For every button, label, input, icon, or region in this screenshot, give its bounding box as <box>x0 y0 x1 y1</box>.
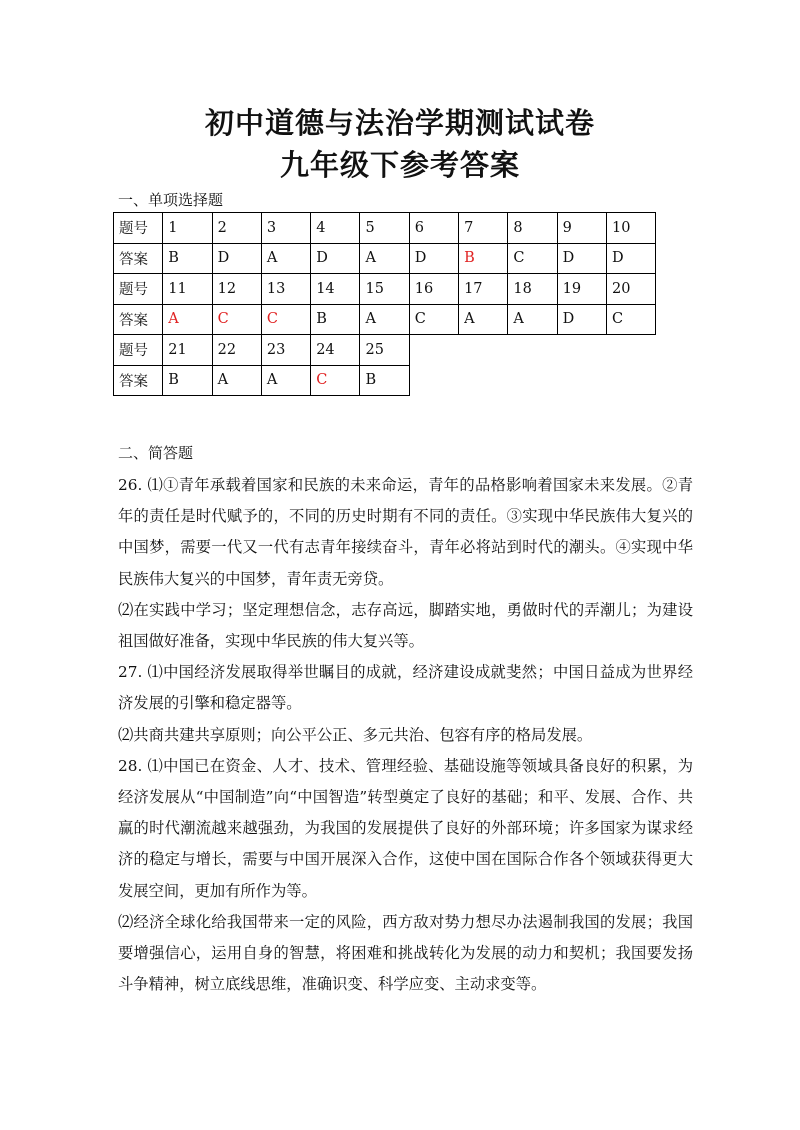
answer-table <box>113 212 656 396</box>
short-answer-body <box>118 470 693 1000</box>
question-number-cell: 2 <box>212 213 261 244</box>
answer-cell: C <box>508 243 557 274</box>
section-heading-short-answer: 二、简答题 <box>118 444 194 462</box>
row-label: 题号 <box>114 274 163 305</box>
page-title: 初中道德与法治学期测试试卷 <box>204 106 595 140</box>
question-number-cell: 3 <box>261 213 310 244</box>
section-heading-multiple-choice: 一、单项选择题 <box>118 191 224 209</box>
question-number-cell: 5 <box>360 213 409 244</box>
answer-paragraph: 28. ⑴中国已在资金、人才、技术、管理经验、基础设施等领域具备良好的积累，为经济发展从“中国制造”向“中国智造”转型奠定了良好的基础；和平、发展、合作、共赢的时代潮流越来越强劲，为我国的发展提供了良好的外部环境；许多国家为谋求经济的稳定与增长，需要与中国开展深入合作，这使中国在国际合作各个领域获得更大发展空间，更加有所作为等。 <box>118 756 693 900</box>
row-label: 题号 <box>114 335 163 366</box>
question-number-cell: 23 <box>261 335 310 366</box>
answer-cell: B <box>360 365 409 396</box>
answer-cell: D <box>606 243 655 274</box>
table-row-answers <box>114 365 656 396</box>
table-row-question-numbers <box>114 274 656 305</box>
question-number-cell: 19 <box>557 274 606 305</box>
question-number-cell: 18 <box>508 274 557 305</box>
answer-cell: A <box>360 304 409 335</box>
question-number-cell: 15 <box>360 274 409 305</box>
question-number-cell: 1 <box>163 213 212 244</box>
question-number-cell: 6 <box>409 213 458 244</box>
answer-cell: D <box>557 304 606 335</box>
empty-cell <box>409 365 458 396</box>
question-number-cell: 13 <box>261 274 310 305</box>
answer-paragraph: 26. ⑴①青年承载着国家和民族的未来命运，青年的品格影响着国家未来发展。②青年的责任是时代赋予的，不同的历史时期有不同的责任。③实现中华民族伟大复兴的中国梦，需要一代又一代有志青年接续奋斗，青年必将站到时代的潮头。④实现中华民族伟大复兴的中国梦，青年责无旁贷。 <box>118 476 693 588</box>
empty-cell <box>606 335 655 366</box>
answer-cell: C <box>212 304 261 335</box>
row-label: 答案 <box>114 365 163 396</box>
question-number-cell: 17 <box>459 274 508 305</box>
answer-cell: B <box>459 243 508 274</box>
answer-cell: D <box>212 243 261 274</box>
question-number-cell: 12 <box>212 274 261 305</box>
answer-cell: D <box>409 243 458 274</box>
empty-cell <box>557 335 606 366</box>
question-number-cell: 11 <box>163 274 212 305</box>
empty-cell <box>508 335 557 366</box>
question-number-cell: 8 <box>508 213 557 244</box>
empty-cell <box>459 335 508 366</box>
answer-cell: B <box>311 304 360 335</box>
answer-cell: A <box>261 243 310 274</box>
question-number-cell: 22 <box>212 335 261 366</box>
row-label: 题号 <box>114 213 163 244</box>
row-label: 答案 <box>114 243 163 274</box>
answer-cell: C <box>261 304 310 335</box>
answer-cell: A <box>508 304 557 335</box>
question-number-cell: 21 <box>163 335 212 366</box>
empty-cell <box>508 365 557 396</box>
question-number-cell: 7 <box>459 213 508 244</box>
question-number-cell: 14 <box>311 274 360 305</box>
answer-paragraph: ⑵共商共建共享原则；向公平公正、多元共治、包容有序的格局发展。 <box>118 725 593 744</box>
question-number-cell: 9 <box>557 213 606 244</box>
answer-paragraph: ⑵经济全球化给我国带来一定的风险，西方敌对势力想尽办法遏制我国的发展；我国要增强信心，运用自身的智慧，将困难和挑战转化为发展的动力和契机；我国要发扬斗争精神，树立底线思维，准确识变、科学应变、主动求变等。 <box>118 912 693 994</box>
answer-cell: C <box>311 365 360 396</box>
answer-cell: A <box>261 365 310 396</box>
answer-cell: D <box>557 243 606 274</box>
empty-cell <box>459 365 508 396</box>
answer-cell: A <box>360 243 409 274</box>
question-number-cell: 10 <box>606 213 655 244</box>
question-number-cell: 16 <box>409 274 458 305</box>
answer-cell: D <box>311 243 360 274</box>
table-row-question-numbers <box>114 213 656 244</box>
table-row-answers <box>114 243 656 274</box>
answer-cell: C <box>409 304 458 335</box>
question-number-cell: 20 <box>606 274 655 305</box>
question-number-cell: 25 <box>360 335 409 366</box>
answer-paragraph: ⑵在实践中学习；坚定理想信念，志存高远，脚踏实地，勇做时代的弄潮儿；为建设祖国做好准备，实现中华民族的伟大复兴等。 <box>118 600 693 651</box>
answer-cell: A <box>212 365 261 396</box>
answer-cell: A <box>459 304 508 335</box>
page-subtitle: 九年级下参考答案 <box>279 148 520 182</box>
row-label: 答案 <box>114 304 163 335</box>
question-number-cell: 24 <box>311 335 360 366</box>
table-row-question-numbers <box>114 335 656 366</box>
empty-cell <box>409 335 458 366</box>
question-number-cell: 4 <box>311 213 360 244</box>
answer-cell: A <box>163 304 212 335</box>
empty-cell <box>557 365 606 396</box>
table-row-answers <box>114 304 656 335</box>
empty-cell <box>606 365 655 396</box>
answer-cell: C <box>606 304 655 335</box>
answer-cell: B <box>163 243 212 274</box>
answer-cell: B <box>163 365 212 396</box>
answer-paragraph: 27. ⑴中国经济发展取得举世瞩目的成就，经济建设成就斐然；中国日益成为世界经济发展的引擎和稳定器等。 <box>118 663 693 713</box>
